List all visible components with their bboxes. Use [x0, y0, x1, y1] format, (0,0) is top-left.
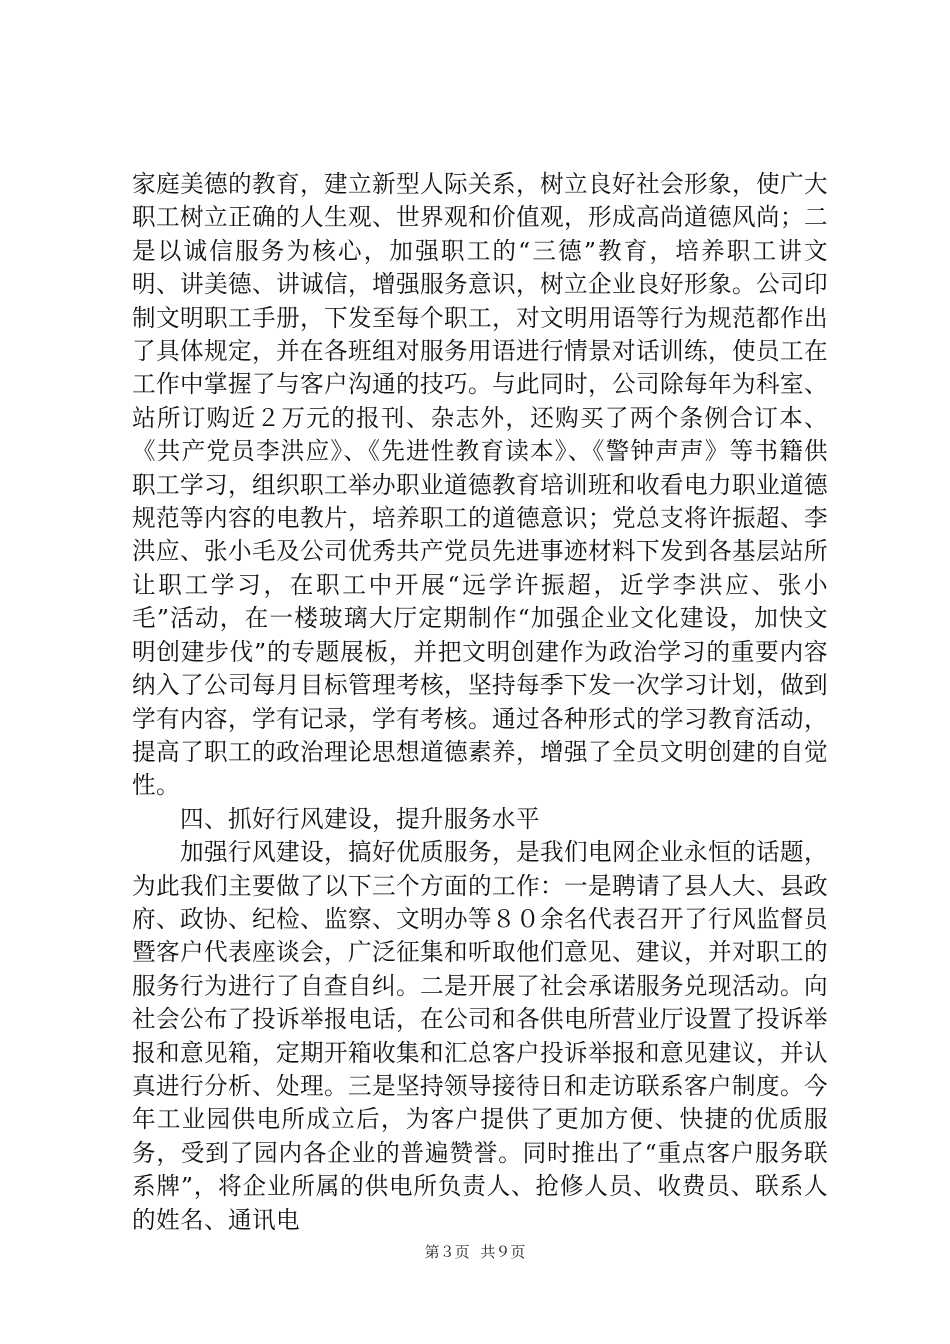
- page-footer: [0, 1242, 950, 1262]
- page-total: 共９页: [480, 1243, 526, 1261]
- paragraph-continuation: 家庭美德的教育，建立新型人际关系，树立良好社会形象，使广大职工树立正确的人生观、世界观和价值观，形成高尚道德风尚；二是以诚信服务为核心，加强职工的“三德”教育，培养职工讲文明、讲美德、讲诚信，增强服务意识，树立企业良好形象。公司印制文明职工手册，下发至每个职工，对文明用语等行为规范都作出了具体规定，并在各班组对服务用语进行情景对话训练，使员工在工作中掌握了与客户沟通的技巧。与此同时，公司除每年为科室、站所订购近２万元的报刊、杂志外，还购买了两个条例合订本、《共产党员李洪应》、《先进性教育读本》、《警钟声声》等书籍供职工学习，组织职工举办职业道德教育培训班和收看电力职业道德规范等内容的电教片，培养职工的道德意识；党总支将许振超、李洪应、张小毛及公司优秀共产党员先进事迹材料下发到各基层站所让职工学习，在职工中开展“远学许振超，近学李洪应、张小毛”活动，在一楼玻璃大厅定期制作“加强企业文化建设，加快文明创建步伐”的专题展板，并把文明创建作为政治学习的重要内容纳入了公司每月目标管理考核，坚持每季下发一次学习计划，做到学有内容，学有记录，学有考核。通过各种形式的学习教育活动，提高了职工的政治理论思想道德素养，增强了全员文明创建的自觉性。: [132, 170, 828, 800]
- section-heading: 四、抓好行风建设，提升服务水平: [180, 804, 540, 833]
- page-number: 第３页: [424, 1243, 470, 1261]
- paragraph-industry-conduct: 加强行风建设，搞好优质服务，是我们电网企业永恒的话题，为此我们主要做了以下三个方面的工作：一是聘请了县人大、县政府、政协、纪检、监察、文明办等８０余名代表召开了行风监督员暨客户代表座谈会，广泛征集和听取他们意见、建议，并对职工的服务行为进行了自查自纠。二是开展了社会承诺服务兑现活动。向社会公布了投诉举报电话，在公司和各供电所营业厅设置了投诉举报和意见箱，定期开箱收集和汇总客户投诉举报和意见建议，并认真进行分析、处理。三是坚持领导接待日和走访联系客户制度。今年工业园供电所成立后，为客户提供了更加方便、快捷的优质服务，受到了园内各企业的普遍赞誉。同时推出了“重点客户服务联系牌”，将企业所属的供电所负责人、抢修人员、收费员、联系人的姓名、通讯电: [132, 838, 828, 1234]
- document-body: [132, 168, 828, 1237]
